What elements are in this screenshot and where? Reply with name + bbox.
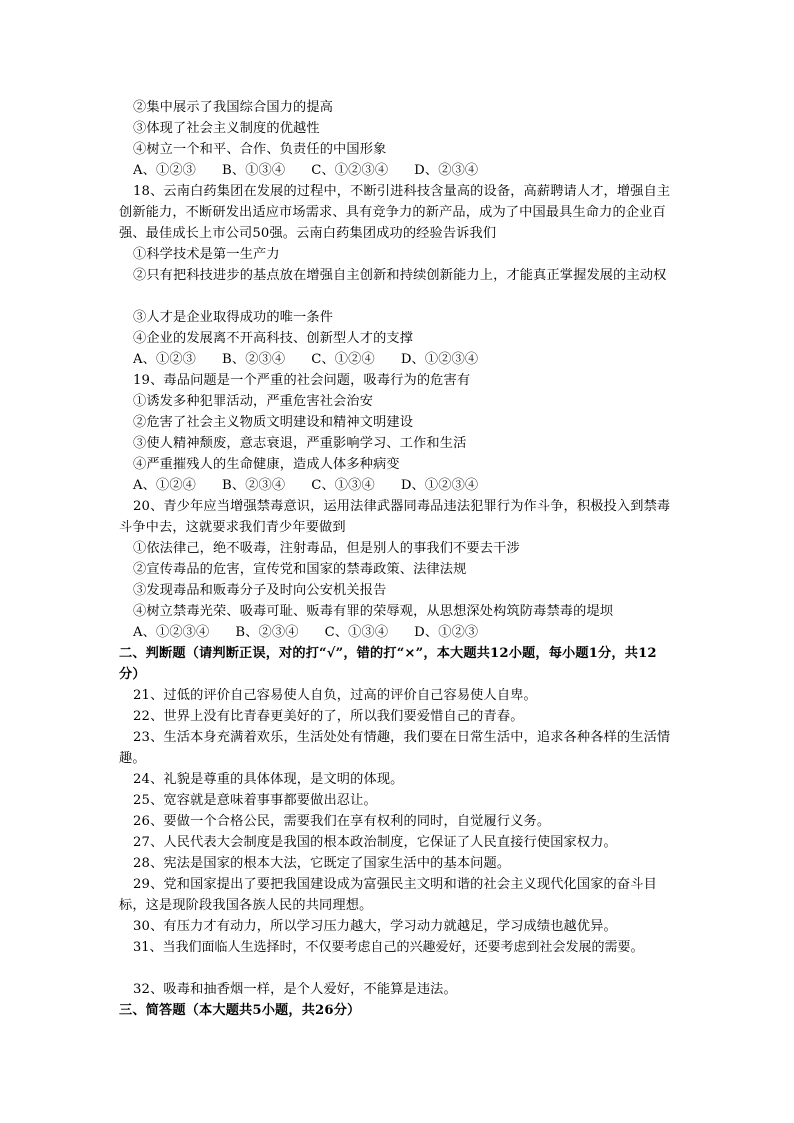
- q19-statement-1: ①诱发多种犯罪活动，严重危害社会治安: [133, 394, 374, 409]
- q18-option-a: A、①②③: [133, 352, 197, 367]
- q29-text: 29、党和国家提出了要把我国建设成为富强民主文明和谐的社会主义现代化国家的奋斗目标，这是现阶段我国各族人民的共同理想。: [119, 877, 657, 913]
- q18-options: [133, 349, 693, 370]
- q20-option-a: A、①②③④: [133, 625, 210, 640]
- q27-text: 27、人民代表大会制度是我国的根本政治制度，它保证了人民直接行使国家权力。: [133, 835, 617, 850]
- q19-option-d: D、①②③④: [400, 478, 479, 493]
- q20-option-c: C、①③④: [324, 625, 389, 640]
- q18-option-d: D、①②③④: [400, 352, 479, 367]
- q18-statement-4: ④企业的发展离不开高科技、创新型人才的支撑: [133, 331, 414, 346]
- q30-text: 30、有压力才有动力，所以学习压力越大，学习动力就越足，学习成绩也越优异。: [133, 919, 617, 934]
- q17-option-a: A、①②③: [133, 163, 197, 178]
- q28-text: 28、宪法是国家的根本大法，它既定了国家生活中的基本问题。: [133, 856, 511, 871]
- q32-text: 32、吸毒和抽香烟一样，是个人爱好，不能算是违法。: [133, 982, 457, 997]
- q20-option-d: D、①②③: [414, 625, 479, 640]
- q19-statement-2: ②危害了社会主义物质文明建设和精神文明建设: [133, 415, 414, 430]
- q20-statement-2: ②宣传毒品的危害，宣传党和国家的禁毒政策、法律法规: [133, 562, 467, 577]
- q20-statement-4: ④树立禁毒光荣、吸毒可耻、贩毒有罪的荣辱观，从思想深处构筑防毒禁毒的堤坝: [133, 604, 614, 619]
- q23-text: 23、生活本身充满着欢乐，生活处处有情趣，我们要在日常生活中，追求各种各样的生活情趣。: [119, 730, 671, 766]
- q19-options: [133, 475, 693, 496]
- q18-statement-3: ③人才是企业取得成功的唯一条件: [133, 310, 334, 325]
- q18-statement-1: ①科学技术是第一生产力: [133, 247, 280, 262]
- q17-statement-4: ④树立一个和平、合作、负责任的中国形象: [133, 142, 387, 157]
- q18-stem: 18、云南白药集团在发展的过程中，不断引进科技含量高的设备，高薪聘请人才，增强自主创新能力，不断研发出适应市场需求、具有竞争力的新产品，成为了中国最具生命力的企业百强、最佳成长上市公司50强。云南白药集团成功的经验告诉我们: [119, 184, 671, 241]
- q18-option-c: C、①②④: [311, 352, 375, 367]
- q26-text: 26、要做一个合格公民，需要我们在享有权利的同时，自觉履行义务。: [133, 814, 551, 829]
- q22-text: 22、世界上没有比青春更美好的了，所以我们要爱惜自己的青春。: [133, 709, 524, 724]
- q17-option-b: B、①③④: [222, 163, 286, 178]
- q19-option-c: C、①③④: [311, 478, 375, 493]
- q25-text: 25、宽容就是意味着事事都要做出忍让。: [133, 793, 377, 808]
- q17-options: [133, 160, 693, 181]
- q20-option-b: B、②③④: [235, 625, 299, 640]
- q19-statement-4: ④严重摧残人的生命健康，造成人体多种病变: [133, 457, 400, 472]
- q18-statement-2: ②只有把科技进步的基点放在增强自主创新和持续创新能力上，才能真正掌握发展的主动权: [133, 268, 667, 283]
- q17-statement-3: ③体现了社会主义制度的优越性: [133, 121, 320, 136]
- q20-statement-3: ③发现毒品和贩毒分子及时向公安机关报告: [133, 583, 387, 598]
- q20-statement-1: ①依法律己，绝不吸毒，注射毒品，但是别人的事我们不要去干涉: [133, 541, 520, 556]
- q17-option-c: C、①②③④: [311, 163, 389, 178]
- q19-stem: 19、毒品问题是一个严重的社会问题，吸毒行为的危害有: [133, 373, 471, 388]
- q31-text: 31、当我们面临人生选择时，不仅要考虑自己的兴趣爱好，还要考虑到社会发展的需要。: [133, 940, 644, 955]
- q21-text: 21、过低的评价自己容易使人自负，过高的评价自己容易使人自卑。: [133, 688, 537, 703]
- q19-option-a: A、①②④: [133, 478, 197, 493]
- section-3-heading: 三、简答题（本大题共5小题，共26分）: [119, 1003, 361, 1018]
- q18-option-b: B、②③④: [222, 352, 286, 367]
- section-2-heading: 二、判断题（请判断正误，对的打“√”，错的打“×”，本大题共12小题，每小题1分，共12分）: [119, 646, 657, 682]
- q19-statement-3: ③使人精神颓废，意志衰退，严重影响学习、工作和生活: [133, 436, 467, 451]
- q19-option-b: B、②③④: [222, 478, 286, 493]
- q20-options: [133, 622, 693, 643]
- q17-option-d: D、②③④: [414, 163, 479, 178]
- q17-statement-2: ②集中展示了我国综合国力的提高: [133, 100, 334, 115]
- q24-text: 24、礼貌是尊重的具体体现，是文明的体现。: [133, 772, 404, 787]
- q20-stem: 20、青少年应当增强禁毒意识，运用法律武器同毒品违法犯罪行为作斗争，积极投入到禁毒斗争中去，这就要求我们青少年要做到: [119, 499, 671, 535]
